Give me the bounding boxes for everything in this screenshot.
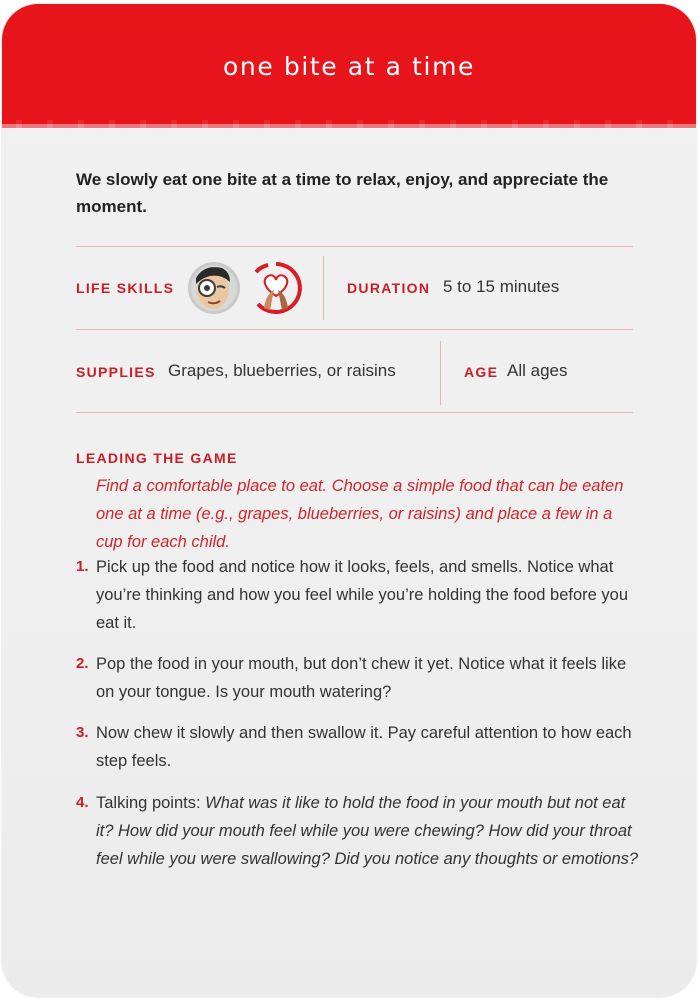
- activity-card: [2, 4, 696, 997]
- duration-value: 5 to 15 minutes: [443, 277, 560, 296]
- supplies-value: Grapes, blueberries, or raisins: [168, 361, 396, 380]
- step-3: [76, 719, 641, 775]
- leading-note: Find a comfortable place to eat. Choose a simple food that can be eaten one at a time (e.g., grapes, blueberries, or raisins) and place a few in a cup for each child.: [96, 477, 624, 551]
- divider-bottom: [76, 412, 633, 413]
- supplies-label: SUPPLIES: [76, 364, 156, 380]
- kindness-hands-heart-icon: [248, 260, 304, 316]
- talking-points-questions: What was it like to hold the food in your mouth but not eat it? How did your mouth feel while you were chewing? How did your throat feel while you were swallowing? Did you notice any thoughts or emotions?: [96, 794, 639, 868]
- talking-points-prefix: Talking points:: [96, 794, 206, 812]
- life-skills-label: LIFE SKILLS: [76, 280, 175, 296]
- duration-label: DURATION: [347, 280, 431, 296]
- card-title: one bite at a time: [222, 52, 476, 81]
- divider-row2: [440, 341, 441, 405]
- step-1: [76, 553, 641, 637]
- step-text: Pop the food in your mouth, but don’t chew it yet. Notice what it feels like on your tongue. Is your mouth watering?: [96, 655, 627, 701]
- card-intro: We slowly eat one bite at a time to relax, enjoy, and appreciate the moment.: [76, 170, 609, 216]
- divider-row1: [323, 256, 324, 320]
- step-text: [96, 789, 641, 873]
- divider-top: [76, 246, 633, 247]
- step-number: 2.: [76, 655, 89, 672]
- header-torn-edge: [2, 120, 696, 128]
- age-value: All ages: [507, 361, 568, 380]
- age-label: AGE: [464, 364, 499, 380]
- step-number: 3.: [76, 724, 89, 741]
- step-4: [76, 789, 641, 873]
- step-number: 1.: [76, 558, 89, 575]
- divider-middle: [76, 329, 633, 330]
- leading-label: LEADING THE GAME: [76, 450, 238, 466]
- step-number: 4.: [76, 794, 89, 811]
- step-2: [76, 650, 641, 706]
- step-text: Now chew it slowly and then swallow it. Pay careful attention to how each step feels.: [96, 724, 632, 770]
- focus-face-icon: [186, 260, 242, 316]
- step-text: Pick up the food and notice how it looks, feels, and smells. Notice what you’re thinking and how you feel while you’re holding the food before you eat it.: [96, 558, 629, 632]
